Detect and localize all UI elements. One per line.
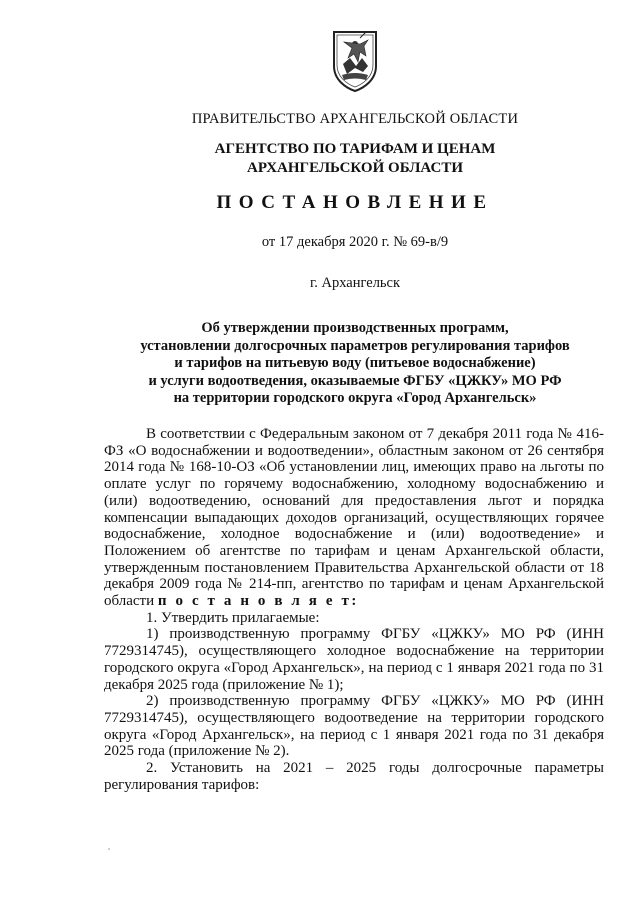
government-heading: ПРАВИТЕЛЬСТВО АРХАНГЕЛЬСКОЙ ОБЛАСТИ [191, 111, 519, 127]
item-2: 2. Установить на 2021 – 2025 годы долгосрочные параметры регулирования тарифов: [104, 760, 604, 793]
preamble-text: В соответствии с Федеральным законом от 7 декабря 2011 года № 416-ФЗ «О водоснабжении и водоотведении», областным законом от 26 сентября 2014 года № 168-10-ОЗ «Об установлении лиц, имеющих право на льготы по оплате услуг по горячему водоснабжению, холодному водоснабжению и (или) водоотведению, оснований для предоставления льгот и порядка компенсации выпадающих доходов организаций, осуществляющих горячее водоснабжение, холодное водоснабжение и (или) водоотведение» и Положением об агентстве по тарифам и ценам Архангельской области, утвержденным постановлением Правительства Архангельской области от 18 декабря 2009 года № 214-пп, агентство по тарифам и ценам Архангельской области [104, 426, 604, 610]
title-line: и тарифов на питьевую воду (питьевое водоснабжение) [174, 355, 536, 371]
item-1-2: 2) производственную программу ФГБУ «ЦЖКУ» МО РФ (ИНН 7729314745), осуществляющего водоотведение на территории городского округа «Город Архангельск», на период с 1 января 2021 года по 31 декабря 2025 года (приложение № 2). [104, 693, 604, 760]
item-1: 1. Утвердить прилагаемые: [146, 609, 320, 626]
agency-heading [100, 140, 610, 178]
title-line: установлении долгосрочных параметров регулирования тарифов [140, 337, 570, 354]
title-line: Об утверждении производственных программ, [201, 320, 509, 336]
scan-speck [108, 848, 110, 850]
date-number: от 17 декабря 2020 г. № 69-в/9 [261, 234, 449, 250]
title-line: и услуги водоотведения, оказываемые ФГБУ «ЦЖКУ» МО РФ [148, 372, 562, 389]
document-title [100, 320, 610, 408]
document-body [104, 426, 604, 793]
agency-line-1: АГЕНТСТВО ПО ТАРИФАМ И ЦЕНАМ [214, 141, 496, 157]
city: г. Архангельск [309, 275, 401, 291]
title-line: на территории городского округа «Город Архангельск» [173, 390, 537, 406]
preamble-paragraph [104, 426, 604, 610]
item-1-1: 1) производственную программу ФГБУ «ЦЖКУ» МО РФ (ИНН 7729314745), осуществляющего холодное водоснабжение на территории городского округа «Город Архангельск», на период с 1 января 2021 года по 31 декабря 2025 года (приложение № 1); [104, 626, 604, 693]
resolves-word: п о с т а н о в л я е т: [157, 593, 360, 610]
agency-line-2: АРХАНГЕЛЬСКОЙ ОБЛАСТИ [247, 160, 463, 176]
coat-of-arms-icon [330, 28, 380, 92]
document-type: ПОСТАНОВЛЕНИЕ [216, 192, 494, 213]
